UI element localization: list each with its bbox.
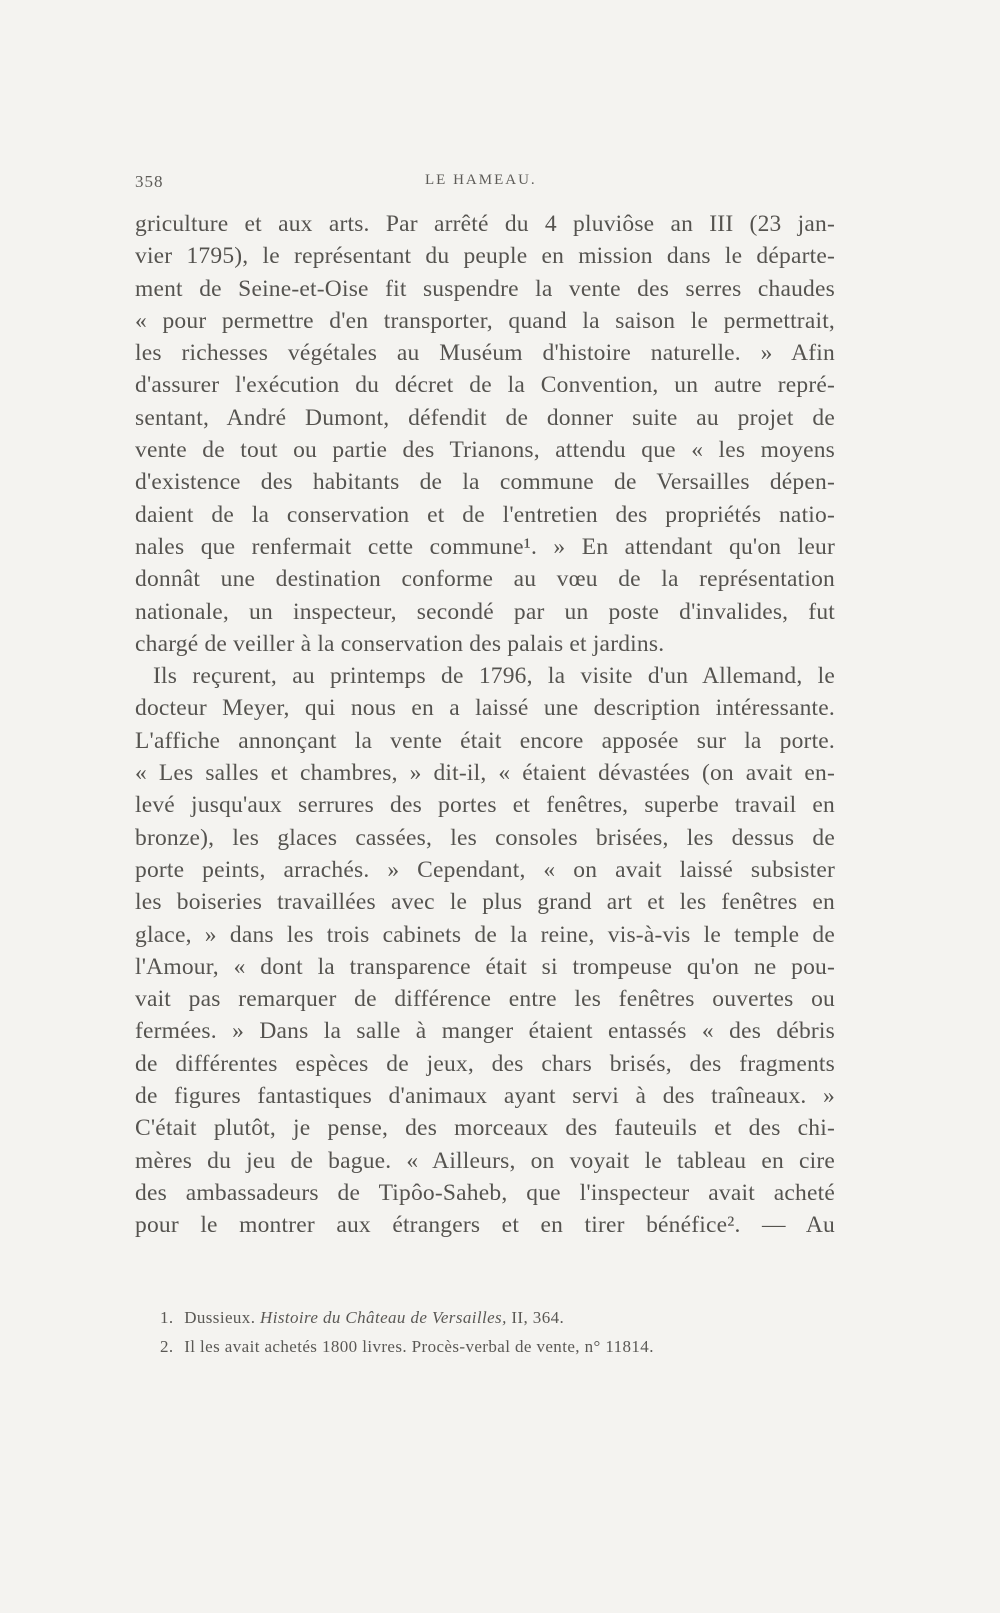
text-line: « pour permettre d'en transporter, quand la saison le permettrait, <box>135 307 835 334</box>
footnote-1 <box>160 1303 820 1332</box>
text-line: sentant, André Dumont, défendit de donner suite au projet de <box>135 404 835 431</box>
text-line: « Les salles et chambres, » dit-il, « étaient dévastées (on avait en- <box>135 760 835 787</box>
paragraph-start-line: Ils reçurent, au printemps de 1796, la visite d'un Allemand, le <box>153 663 835 690</box>
page-number: 358 <box>135 172 164 191</box>
footnote-author: Dussieux. <box>184 1308 256 1327</box>
footnote-number: 1. <box>160 1308 174 1327</box>
text-line: de différentes espèces de jeux, des chars brisés, des fragments <box>135 1050 835 1077</box>
text-line: griculture et aux arts. Par arrêté du 4 pluviôse an III (23 jan- <box>135 211 835 237</box>
text-line: d'assurer l'exécution du décret de la Convention, un autre repré- <box>135 372 835 399</box>
text-line: les richesses végétales au Muséum d'histoire naturelle. » Afin <box>135 340 835 367</box>
text-line: vier 1795), le représentant du peuple en mission dans le départe- <box>135 243 835 270</box>
footnote-book-title: Histoire du Château de Versailles, <box>260 1308 507 1327</box>
text-line: d'existence des habitants de la commune de Versailles dépen- <box>135 469 835 496</box>
text-line: de figures fantastiques d'animaux ayant servi à des traîneaux. » <box>135 1083 835 1110</box>
running-title: LE HAMEAU. <box>425 172 537 188</box>
text-line: glace, » dans les trois cabinets de la reine, vis-à-vis le temple de <box>135 921 835 948</box>
text-line: levé jusqu'aux serrures des portes et fenêtres, superbe travail en <box>135 792 835 819</box>
footnote-text: Il les avait achetés 1800 livres. Procès-verbal de vente, n° 11814. <box>184 1337 654 1356</box>
text-line: des ambassadeurs de Tipôo-Saheb, que l'inspecteur avait acheté <box>135 1179 835 1206</box>
text-line: vait pas remarquer de différence entre les fenêtres ouvertes ou <box>135 986 835 1013</box>
paragraph-end-line: chargé de veiller à la conservation des palais et jardins. <box>135 630 665 657</box>
text-line: fermées. » Dans la salle à manger étaient entassés « des débris <box>135 1018 835 1045</box>
text-line: pour le montrer aux étrangers et en tirer bénéfice². — Au <box>135 1212 835 1239</box>
text-line: mères du jeu de bague. « Ailleurs, on voyait le tableau en cire <box>135 1147 835 1174</box>
text-line: L'affiche annonçant la vente était encore apposée sur la porte. <box>135 727 835 754</box>
text-line: l'Amour, « dont la transparence était si trompeuse qu'on ne pou- <box>135 953 835 980</box>
body-text <box>135 208 835 1242</box>
text-line: nales que renfermait cette commune¹. » En attendant qu'on leur <box>135 533 835 560</box>
running-head <box>135 172 835 200</box>
text-line: vente de tout ou partie des Trianons, attendu que « les moyens <box>135 437 835 464</box>
footnote-number: 2. <box>160 1337 174 1356</box>
text-line: daient de la conservation et de l'entretien des propriétés natio- <box>135 501 835 528</box>
text-line: C'était plutôt, je pense, des morceaux des fauteuils et des chi- <box>135 1115 835 1142</box>
text-line: docteur Meyer, qui nous en a laissé une description intéressante. <box>135 695 835 722</box>
text-line: les boiseries travaillées avec le plus grand art et les fenêtres en <box>135 889 835 916</box>
footnotes <box>160 1303 820 1361</box>
footnote-reference: II, 364. <box>511 1308 565 1327</box>
footnote-2 <box>160 1332 820 1361</box>
text-line: donnât une destination conforme au vœu de la représentation <box>135 566 835 593</box>
text-line: porte peints, arrachés. » Cependant, « on avait laissé subsister <box>135 856 835 883</box>
text-line: nationale, un inspecteur, secondé par un poste d'invalides, fut <box>135 598 835 625</box>
text-line: bronze), les glaces cassées, les consoles brisées, les dessus de <box>135 824 835 851</box>
text-line: ment de Seine-et-Oise fit suspendre la vente des serres chaudes <box>135 275 835 302</box>
